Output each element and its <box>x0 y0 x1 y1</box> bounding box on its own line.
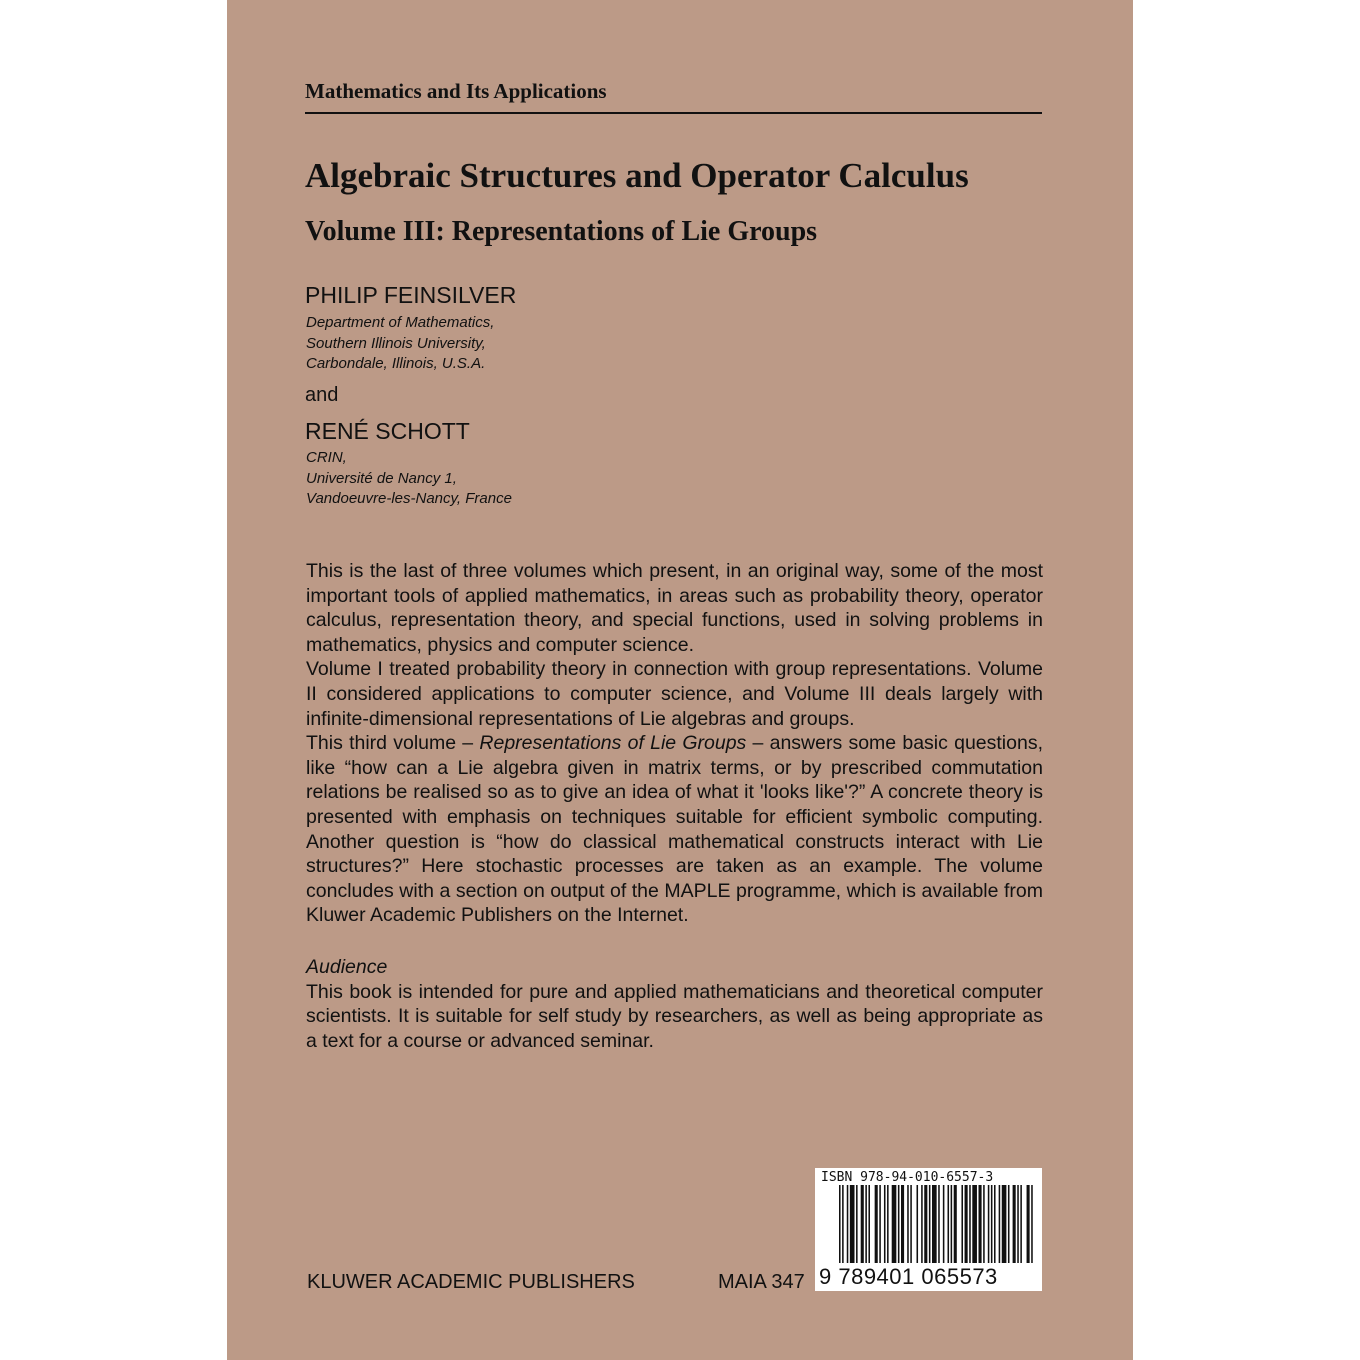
affiliation-line: Southern Illinois University, <box>306 334 486 352</box>
description-text: – answers some basic questions, like “how can a Lie algebra given in matrix terms, or by prescribed commutation relations be realised so as to give an idea of what it 'looks like'?” A concrete theory is presented with emphasis on techniques suitable for efficient symbolic computing. Another question is “how do classical mathematical constructs interact with Lie structures?” Here stochastic processes are taken as an example. The volume concludes with a section on output of the MAPLE programme, which is available from Kluwer Academic Publishers on the Internet. <box>306 732 1043 927</box>
series-rule <box>305 112 1042 114</box>
description-paragraph <box>306 731 1043 928</box>
series-code: MAIA 347 <box>718 1271 805 1293</box>
barcode-stripe <box>965 1185 968 1263</box>
affiliation-line: Department of Mathematics, <box>306 314 495 331</box>
description <box>306 559 1043 928</box>
and-conjunction: and <box>305 384 339 406</box>
author-affiliation-1 <box>306 313 494 375</box>
series-name: Mathematics and Its Applications <box>305 79 607 103</box>
affiliation-line: CRIN, <box>306 449 347 466</box>
audience-text: This book is intended for pure and applied mathematicians and theoretical computer scientists. It is suitable for self study by researchers, as well as being appropriate as a text for a course or advanced seminar. <box>306 980 1043 1052</box>
barcode-stripe <box>943 1185 945 1263</box>
audience-heading: Audience <box>306 956 388 978</box>
barcode-stripe <box>948 1185 950 1263</box>
barcode-stripe <box>850 1185 855 1263</box>
barcode-stripe <box>951 1185 953 1263</box>
affiliation-line: Carbondale, Illinois, U.S.A. <box>306 355 486 372</box>
barcode-stripe <box>1013 1185 1016 1263</box>
description-paragraph: Volume I treated probability theory in connection with group representations. Volume II considered applications to computer science, and Volume III deals largely with infinite-dimensional representations of Lie algebras and groups. <box>306 658 1043 730</box>
description-text: This third volume – <box>306 732 480 755</box>
barcode-stripe <box>910 1185 912 1263</box>
author-name-1: PHILIP FEINSILVER <box>305 282 517 308</box>
barcode-stripe <box>887 1185 889 1263</box>
affiliation-line: Université de Nancy 1, <box>306 469 457 487</box>
barcode-stripe <box>983 1185 985 1263</box>
audience-section <box>306 955 1043 1053</box>
barcode-stripe <box>875 1185 878 1263</box>
barcode-digits: 9 789401 065573 <box>819 1264 998 1289</box>
barcode-stripe <box>839 1185 841 1263</box>
description-paragraph: This is the last of three volumes which present, in an original way, some of the most important tools of applied mathematics, in areas such as probability theory, operator calculus, representation theory, and special functions, used in solving problems in mathematics, physics and computer science. <box>306 560 1043 656</box>
barcode-stripe <box>1008 1185 1010 1263</box>
author-name-2: RENÉ SCHOTT <box>305 418 470 444</box>
barcode-stripe <box>961 1185 963 1263</box>
author-affiliation-2 <box>306 448 512 510</box>
barcode-stripe <box>892 1185 897 1263</box>
barcode-stripe <box>932 1185 937 1263</box>
affiliation-line: Vandoeuvre-les-Nancy, France <box>306 490 512 507</box>
barcode-stripe <box>991 1185 993 1263</box>
barcode-stripe <box>884 1185 886 1263</box>
barcode-stripe <box>842 1185 844 1263</box>
barcode-stripe <box>999 1185 1001 1263</box>
barcode-stripe <box>929 1185 931 1263</box>
barcode-stripe <box>924 1185 927 1263</box>
barcode-stripe <box>1017 1185 1019 1263</box>
barcode-stripe <box>917 1185 919 1263</box>
barcode-stripe <box>954 1185 957 1263</box>
barcode-stripe <box>898 1185 900 1263</box>
barcode-stripe <box>979 1185 982 1263</box>
volume-title-italic: Representations of Lie Groups <box>479 732 747 755</box>
barcode-stripe <box>988 1185 990 1263</box>
barcode-stripe <box>972 1185 977 1263</box>
barcode-stripe <box>1002 1185 1007 1263</box>
barcode-stripe <box>861 1185 864 1263</box>
barcode-stripe <box>921 1185 923 1263</box>
barcode-stripe <box>865 1185 867 1263</box>
isbn-label: ISBN 978-94-010-6557-3 <box>821 1170 994 1185</box>
book-subtitle: Volume III: Representations of Lie Groups <box>305 216 818 247</box>
barcode-stripe <box>1020 1185 1022 1263</box>
barcode-stripe <box>907 1185 909 1263</box>
barcode-stripe <box>1027 1185 1030 1263</box>
publisher-name: KLUWER ACADEMIC PUBLISHERS <box>307 1271 635 1293</box>
barcode-stripe <box>1031 1185 1033 1263</box>
barcode-stripe <box>938 1185 940 1263</box>
barcode-stripe <box>879 1185 881 1263</box>
barcode-stripe <box>868 1185 870 1263</box>
barcode-stripe <box>994 1185 996 1263</box>
book-title: Algebraic Structures and Operator Calculus <box>305 156 969 195</box>
barcode-stripe <box>847 1185 849 1263</box>
barcode-icon <box>815 1185 1042 1265</box>
barcode-stripe <box>856 1185 858 1263</box>
isbn-barcode <box>815 1168 1042 1291</box>
barcode-stripe <box>901 1185 904 1263</box>
barcode-stripe <box>969 1185 971 1263</box>
